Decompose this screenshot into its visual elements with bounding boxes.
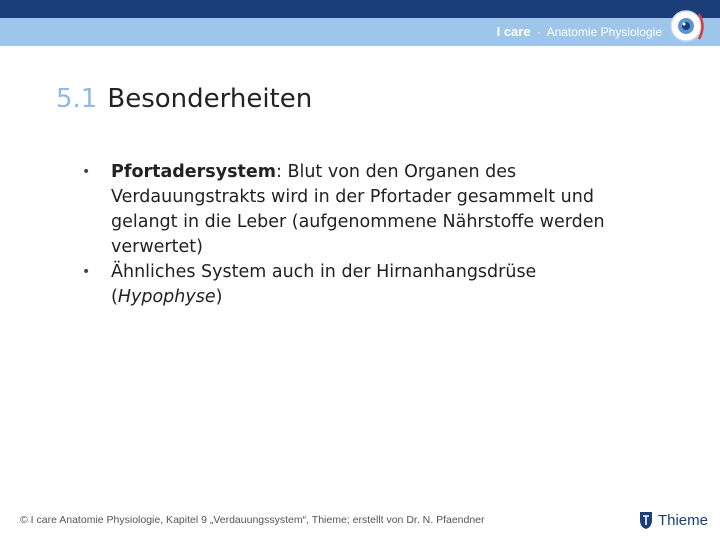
- bullet-item: [82, 260, 642, 310]
- slide-title: [56, 84, 312, 114]
- footer-copyright: © I care Anatomie Physiologie, Kapitel 9 „Verdauungssystem“, Thieme; erstellt von Dr. N. Pfaendner: [20, 514, 485, 526]
- bullet-icon: •: [82, 264, 91, 280]
- bullet-list: [82, 160, 642, 310]
- brand-label: [497, 24, 662, 39]
- bullet-text-end: ): [215, 287, 223, 307]
- bullet-text: : Blut von den Organen des Verdauungstrakts wird in der Pfortader gesammelt und gelangt in die Leber (aufgenommene Nährstoffe werden verwertet): [111, 162, 605, 257]
- section-title: Besonderheiten: [107, 84, 313, 114]
- bullet-italic-term: Hypophyse: [117, 287, 216, 307]
- brand-separator: ·: [536, 25, 541, 39]
- section-number: 5.1: [56, 84, 98, 114]
- brand-strong: I care: [496, 24, 531, 39]
- eye-logo-icon: [668, 6, 708, 46]
- brand-subtitle: Anatomie Physiologie: [546, 25, 662, 39]
- thieme-logo-icon: [638, 510, 654, 530]
- bullet-icon: •: [82, 164, 91, 180]
- bullet-item: [82, 160, 642, 260]
- bullet-text: Ähnliches System auch in der Hirnanhangsdrüse (: [111, 262, 537, 307]
- publisher-logo: [638, 510, 708, 530]
- header-bar-dark: [0, 0, 720, 18]
- bullet-bold-term: Pfortadersystem: [111, 162, 277, 182]
- publisher-name: Thieme: [657, 511, 708, 529]
